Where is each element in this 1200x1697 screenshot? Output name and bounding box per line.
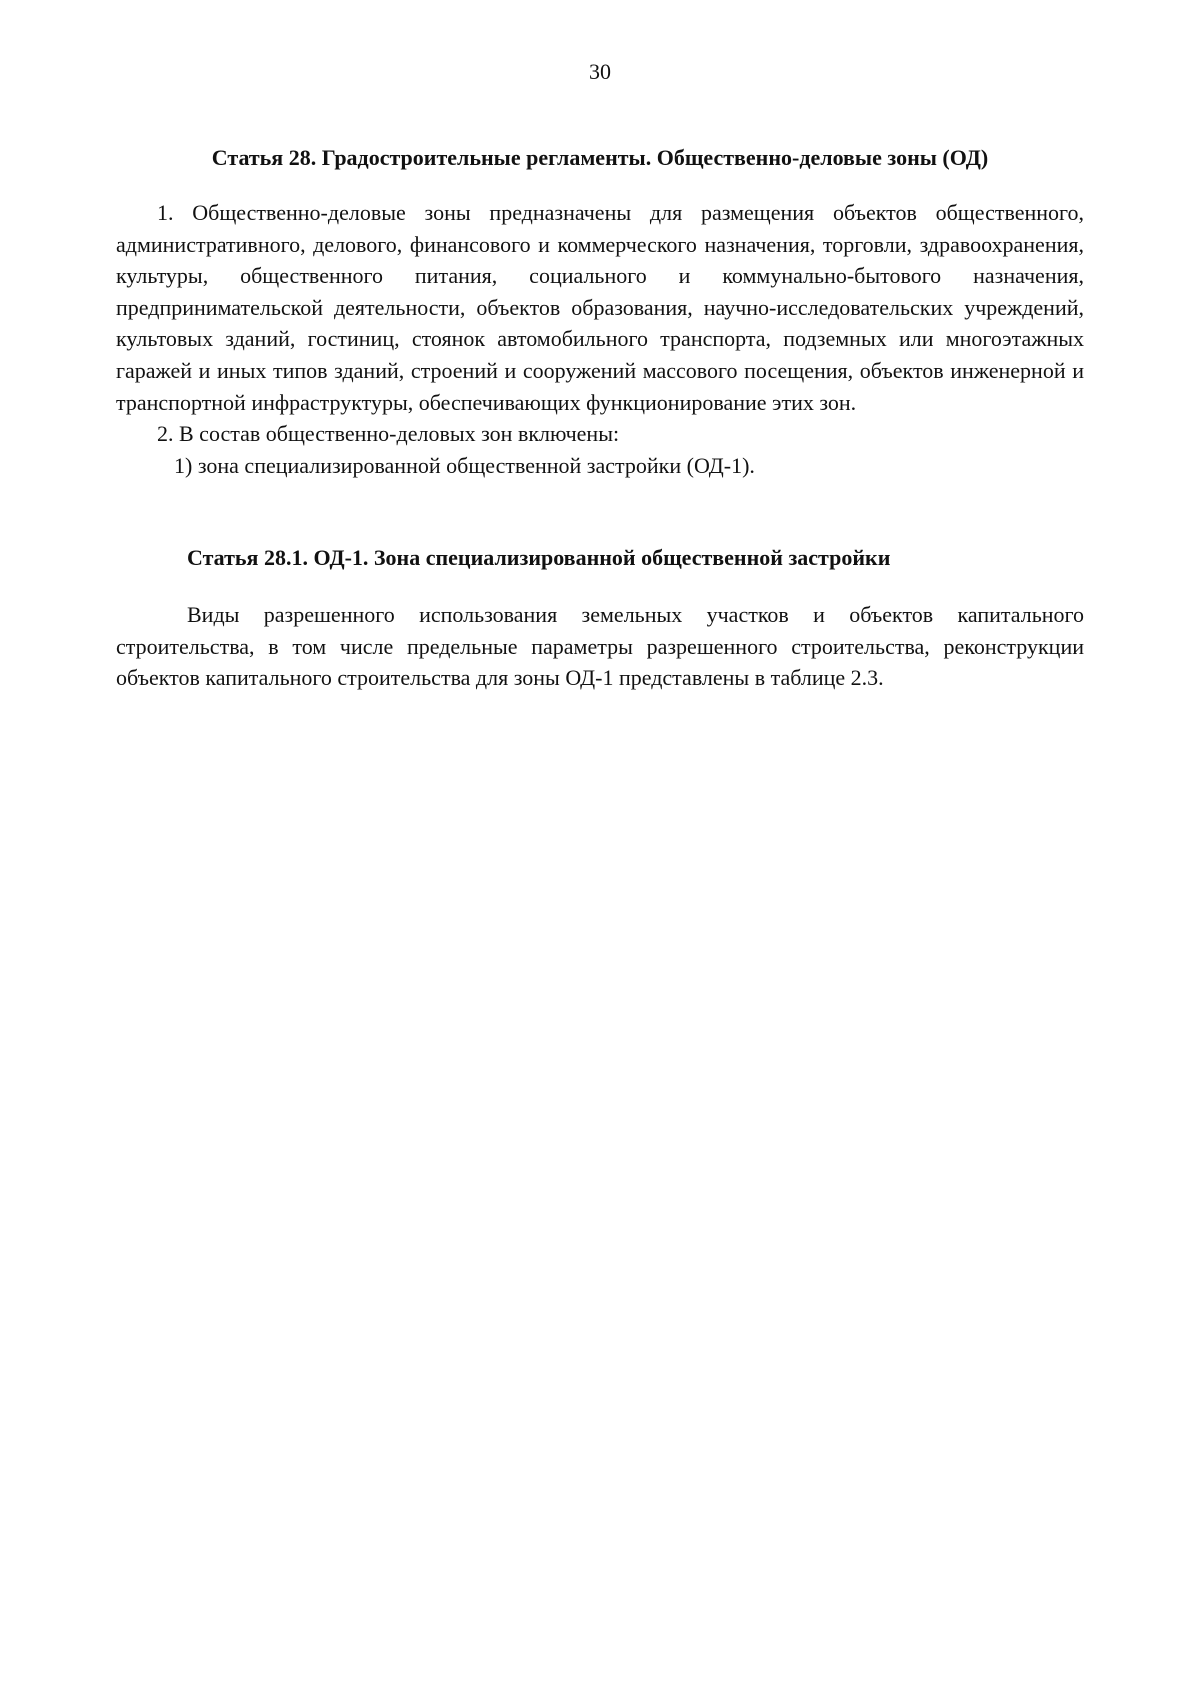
article-28-1-title: Статья 28.1. ОД-1. Зона специализированной общественной застройки [187,545,891,570]
article-28-1-body [116,599,1084,694]
article-28-title: Статья 28. Градостроительные регламенты. Общественно-деловые зоны (ОД) [211,145,989,170]
article-28-paragraph-1: 1. Общественно-деловые зоны предназначены для размещения объектов общественного, административного, делового, финансового и коммерческого назначения, торговли, здравоохранения, культуры, общественного питания, социального и коммунально-бытового назначения, предпринимательской деятельности, объектов образования, научно-исследовательских учреждений, культовых зданий, гостиниц, стоянок автомобильного транспорта, подземных или многоэтажных гаражей и иных типов зданий, строений и сооружений массового посещения, объектов инженерной и транспортной инфраструктуры, обеспечивающих функционирование этих зон. [116,200,1084,415]
article-28-body [116,197,1084,481]
article-28-list-item-1: 1) зона специализированной общественной застройки (ОД-1). [174,452,755,478]
page-number: 30 [589,59,611,84]
article-28-1-paragraph-1: Виды разрешенного использования земельных участков и объектов капитального строительства, в том числе предельные параметры разрешенного строительства, реконструкции объектов капитального строительства для зоны ОД-1 представлены в таблице 2.3. [116,602,1084,691]
article-28-paragraph-2: 2. В состав общественно-деловых зон включены: [157,421,620,447]
